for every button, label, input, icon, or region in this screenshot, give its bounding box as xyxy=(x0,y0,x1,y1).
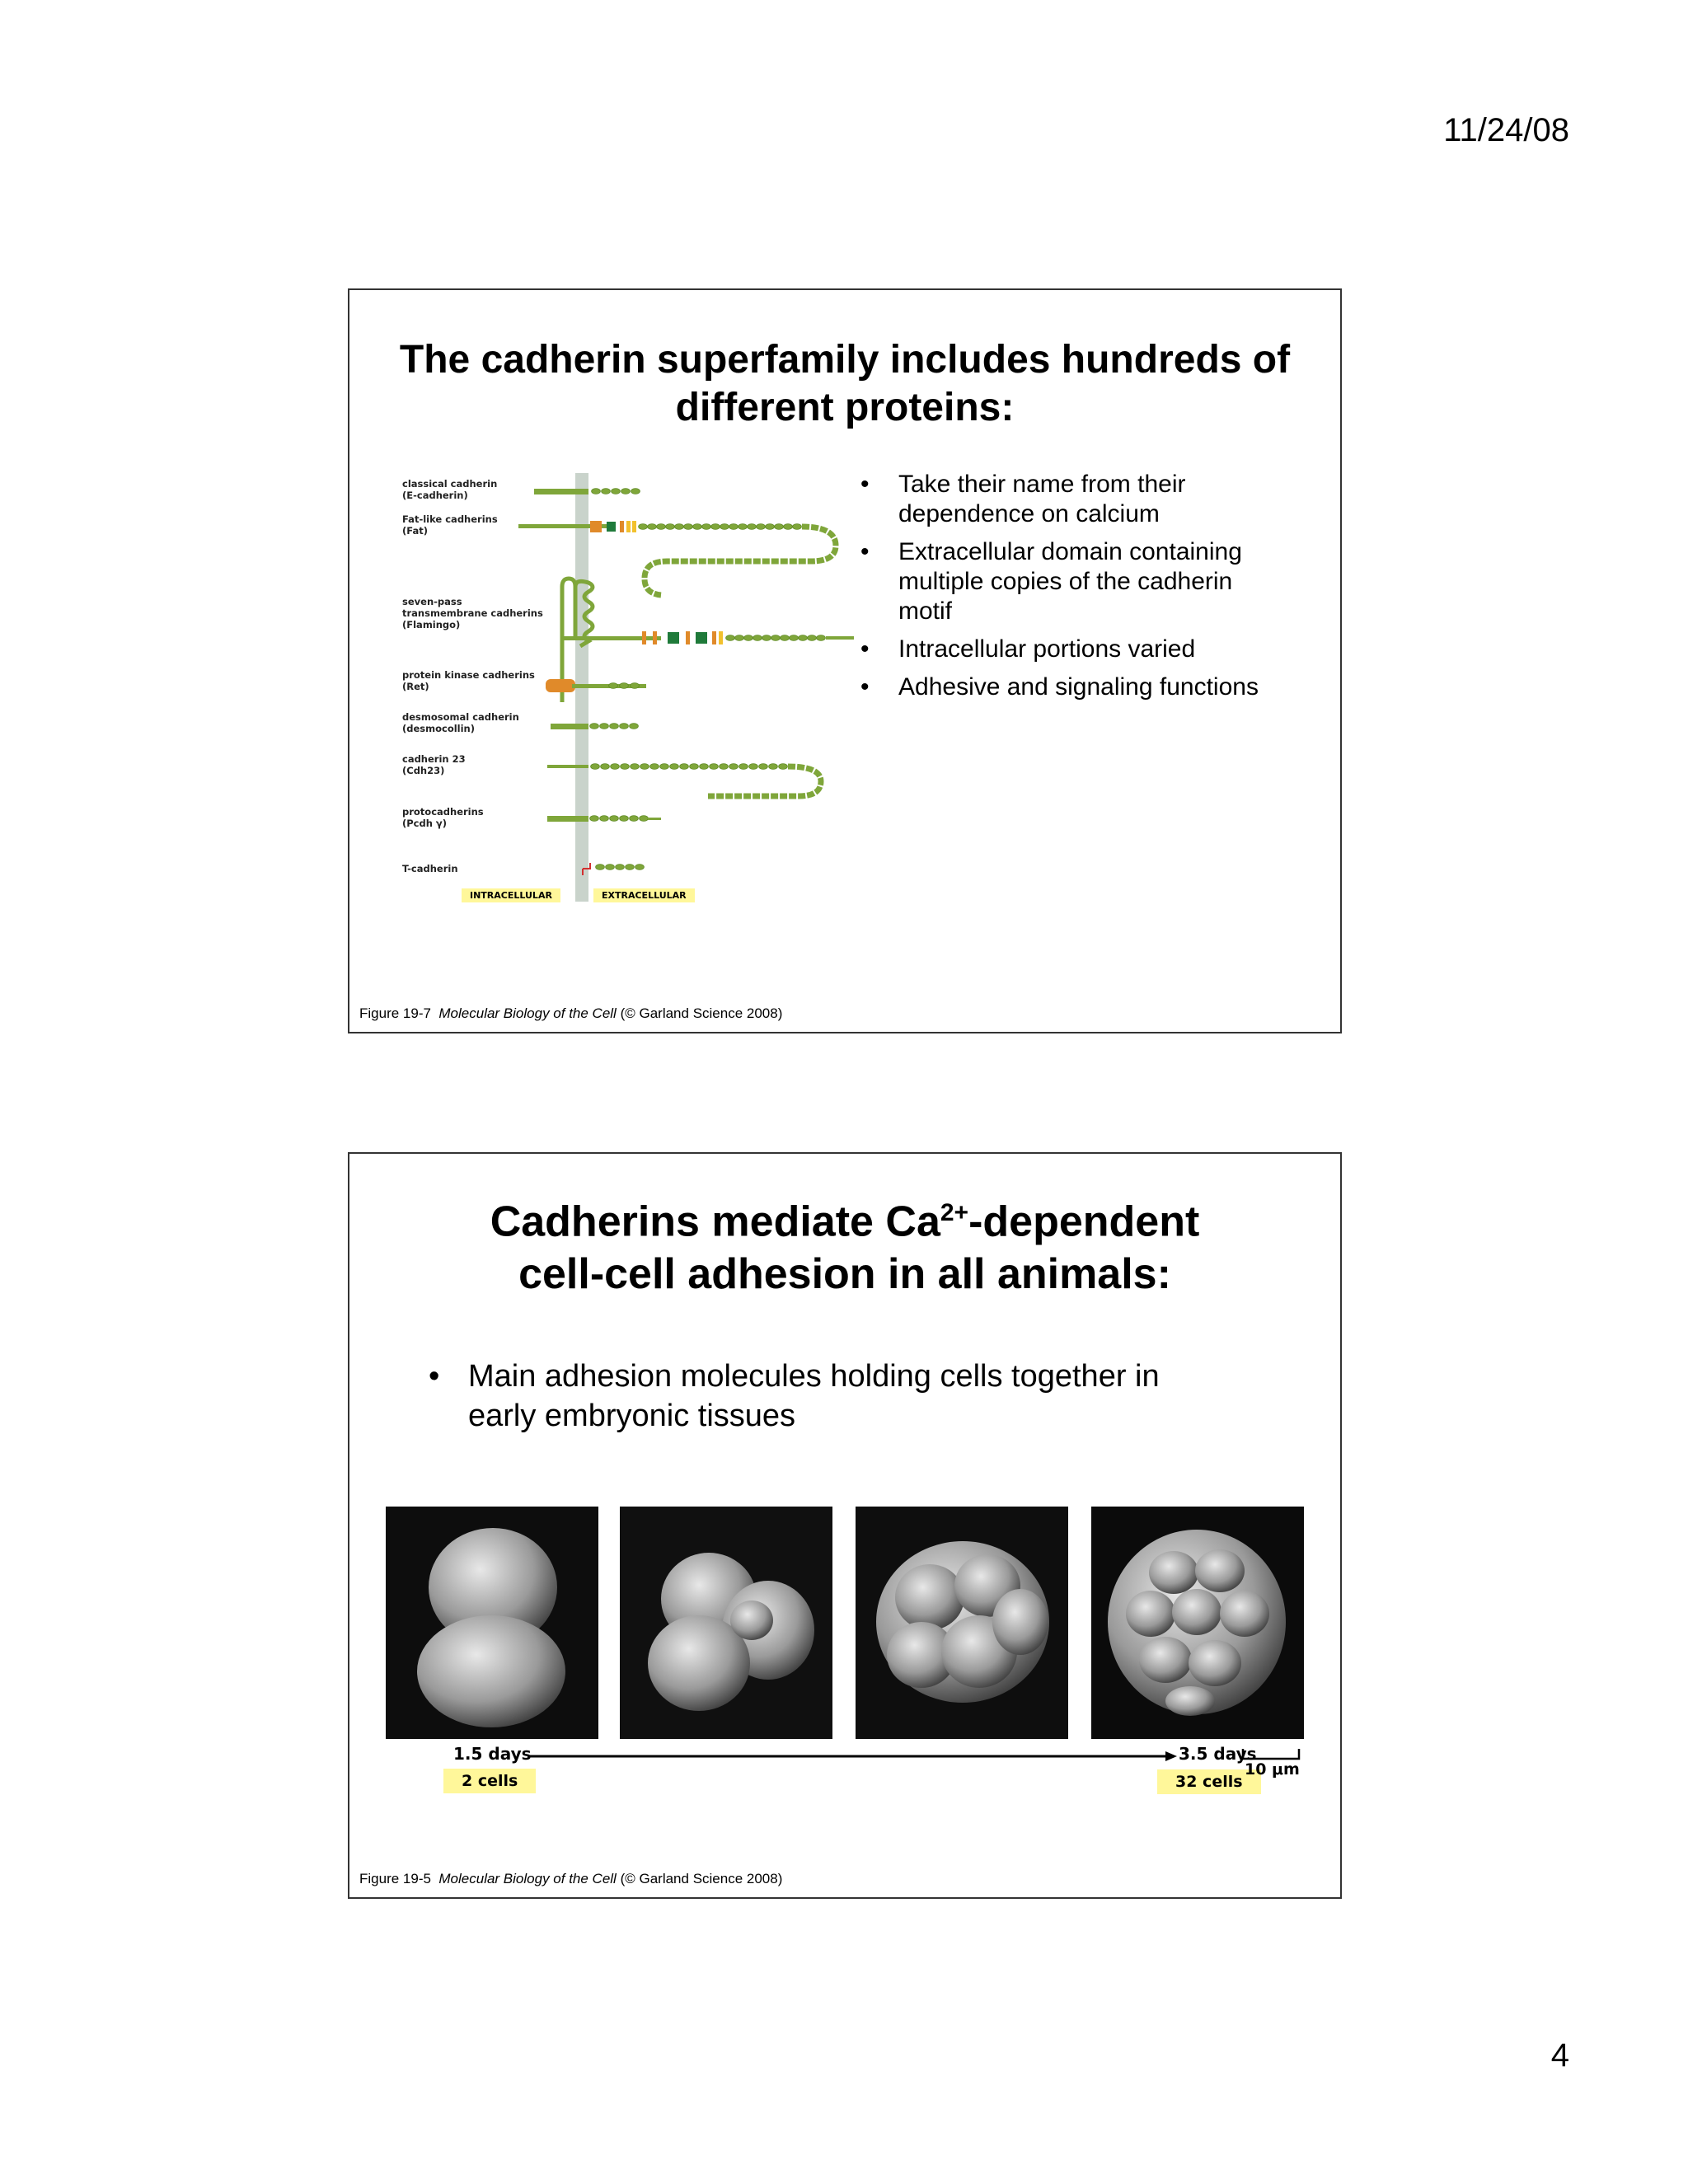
figure-caption xyxy=(359,1871,782,1887)
row-sub: (E-cadherin) xyxy=(402,490,468,501)
scale-bar-label: 10 μm xyxy=(1245,1760,1300,1779)
slide-cadherin-superfamily xyxy=(348,288,1342,1033)
caption-figure-number: Figure 19-7 xyxy=(359,1005,431,1021)
cdh23-extracellular-domains xyxy=(591,764,821,796)
row-name-2: transmembrane cadherins xyxy=(402,607,543,619)
start-cells-badge: 2 cells xyxy=(443,1769,536,1793)
title-line-2: different proteins: xyxy=(675,386,1015,429)
fat-extracellular-domains xyxy=(639,524,836,595)
title-line-2: cell-cell adhesion in all animals: xyxy=(518,1250,1171,1299)
bullet-item: • Adhesive and signaling functions xyxy=(860,673,1289,702)
row-name: cadherin 23 xyxy=(402,753,466,765)
end-cells-badge: 32 cells xyxy=(1157,1769,1261,1794)
row-sub: (Cdh23) xyxy=(402,765,445,776)
bullet-item: • Intracellular portions varied xyxy=(860,635,1289,664)
caption-figure-number: Figure 19-5 xyxy=(359,1871,431,1886)
bullet-item: • Main adhesion molecules holding cells together in early embryonic tissues xyxy=(429,1357,1220,1436)
intracellular-label: INTRACELLULAR xyxy=(462,888,560,902)
title-end: -dependent xyxy=(968,1197,1200,1246)
caption-source: (© Garland Science 2008) xyxy=(620,1871,783,1886)
classical-extracellular-domains xyxy=(592,489,640,494)
row-name: desmosomal cadherin xyxy=(402,711,519,723)
bullet-item: • Take their name from their dependence on calcium xyxy=(860,470,1289,529)
extracellular-label: EXTRACELLULAR xyxy=(593,888,695,902)
caption-source: (© Garland Science 2008) xyxy=(620,1005,783,1021)
kinase-domain xyxy=(546,679,575,692)
title-line-1: The cadherin superfamily includes hundreds of xyxy=(399,338,1291,382)
row-name: Fat-like cadherins xyxy=(402,513,498,525)
slide1-bullet-list xyxy=(860,470,1289,710)
row-sub: (Pcdh γ) xyxy=(402,818,448,829)
row-name: T-cadherin xyxy=(402,863,458,874)
page-date: 11/24/08 xyxy=(1443,112,1569,148)
bullet-item: • Extracellular domain containing multiple copies of the cadherin motif xyxy=(860,537,1289,626)
row-sub: (desmocollin) xyxy=(402,723,476,734)
row-name: protein kinase cadherins xyxy=(402,669,535,681)
title-superscript: 2+ xyxy=(940,1199,969,1226)
page-number: 4 xyxy=(1550,2037,1569,2074)
row-sub: (Flamingo) xyxy=(402,619,461,630)
caption-book-title: Molecular Biology of the Cell xyxy=(438,1871,617,1886)
timeline-end-label: 3.5 days xyxy=(1179,1744,1257,1764)
slide-cadherin-adhesion xyxy=(348,1152,1342,1899)
row-sub: (Fat) xyxy=(402,525,428,537)
row-name: classical cadherin xyxy=(402,478,498,490)
classical-intracellular-domain xyxy=(534,489,588,494)
caption-book-title: Molecular Biology of the Cell xyxy=(438,1005,617,1021)
row-name: protocadherins xyxy=(402,806,484,818)
figure-caption xyxy=(359,1005,782,1022)
timeline-start-label: 1.5 days xyxy=(453,1744,532,1764)
row-sub: (Ret) xyxy=(402,681,429,692)
row-name: seven-pass xyxy=(402,596,462,607)
title-main: Cadherins mediate Ca xyxy=(490,1197,940,1246)
protocadherin-extracellular-domains xyxy=(590,816,661,822)
flamingo-extracellular-domains xyxy=(726,635,854,641)
desmocollin-extracellular-domains xyxy=(590,724,639,729)
